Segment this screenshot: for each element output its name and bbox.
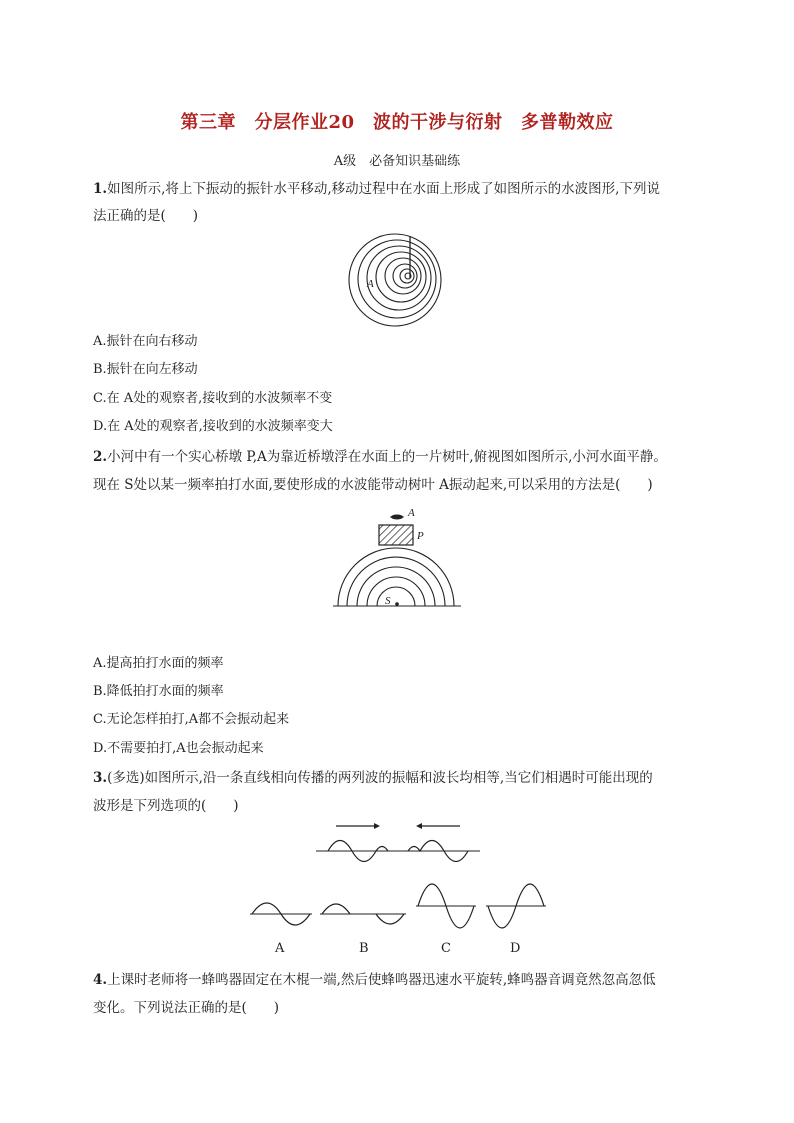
question-4-number: 4. xyxy=(93,972,108,988)
question-4-line-2: 变化。下列说法正确的是( ) xyxy=(93,1000,280,1016)
question-1-figure xyxy=(345,232,450,328)
question-1-text-1: 如图所示,将上下振动的振针水平移动,移动过程中在水面上形成了如图所示的水波图形,下列说 xyxy=(107,181,660,197)
choice-b-waveform xyxy=(320,904,406,924)
question-2-line-1 xyxy=(93,447,667,467)
question-1-line-1 xyxy=(93,179,660,199)
question-3-number: 3. xyxy=(93,770,108,786)
question-2-line-2: 现在 S处以某一频率拍打水面,要使形成的水波能带动树叶 A振动起来,可以采用的方法是( ) xyxy=(93,477,653,493)
choice-c-waveform xyxy=(416,884,476,928)
choice-a-waveform xyxy=(250,903,312,925)
question-3-text-1: (多选)如图所示,沿一条直线相向传播的两列波的振幅和波长均相等,当它们相遇时可能出现的 xyxy=(107,770,653,786)
choice-label-c: C xyxy=(441,941,451,956)
question-2-label-s: S xyxy=(385,595,391,607)
question-2-option-b: B.降低拍打水面的频率 xyxy=(93,684,224,699)
question-2-label-a: A xyxy=(408,507,415,519)
question-3-line-1 xyxy=(93,768,653,788)
level-heading: A级 必备知识基础练 xyxy=(333,154,461,169)
question-3-wave-figure xyxy=(316,820,480,870)
bridge-pier xyxy=(379,525,413,545)
question-2-option-a: A.提高拍打水面的频率 xyxy=(93,656,224,671)
question-1-option-b: B.振针在向左移动 xyxy=(93,362,198,377)
question-4-line-1 xyxy=(93,970,656,990)
question-2-number: 2. xyxy=(93,449,108,465)
right-arrow-icon xyxy=(374,823,380,829)
question-2-figure xyxy=(333,504,461,608)
page-title: 第三章 分层作业20 波的干涉与衍射 多普勒效应 xyxy=(180,112,614,133)
left-arrow-icon xyxy=(416,823,422,829)
choice-label-a: A xyxy=(275,941,285,956)
question-1-label-a: A xyxy=(367,278,374,290)
choice-label-d: D xyxy=(510,941,521,956)
question-3-choices-figure xyxy=(250,876,550,940)
question-2-text-1: 小河中有一个实心桥墩 P,A为靠近桥墩浮在水面上的一片树叶,俯视图如图所示,小河水面平静。 xyxy=(107,449,667,465)
question-1-line-2: 法正确的是( ) xyxy=(93,208,199,224)
question-4-text-1: 上课时老师将一蜂鸣器固定在木棍一端,然后使蜂鸣器迅速水平旋转,蜂鸣器音调竟然忽高忽低 xyxy=(107,972,656,988)
question-1-option-a: A.振针在向右移动 xyxy=(93,334,198,349)
choice-d-waveform xyxy=(486,884,546,928)
choice-label-b: B xyxy=(359,941,369,956)
question-3-line-2: 波形是下列选项的( ) xyxy=(93,798,239,814)
question-2-label-p: P xyxy=(417,530,424,542)
question-1-option-c: C.在 A处的观察者,接收到的水波频率不变 xyxy=(93,391,333,406)
question-1-number: 1. xyxy=(93,181,108,197)
question-2-option-c: C.无论怎样拍打,A都不会振动起来 xyxy=(93,712,290,727)
question-2-option-d: D.不需要拍打,A也会振动起来 xyxy=(93,741,264,756)
source-point xyxy=(395,602,399,606)
question-1-option-d: D.在 A处的观察者,接收到的水波频率变大 xyxy=(93,419,333,434)
